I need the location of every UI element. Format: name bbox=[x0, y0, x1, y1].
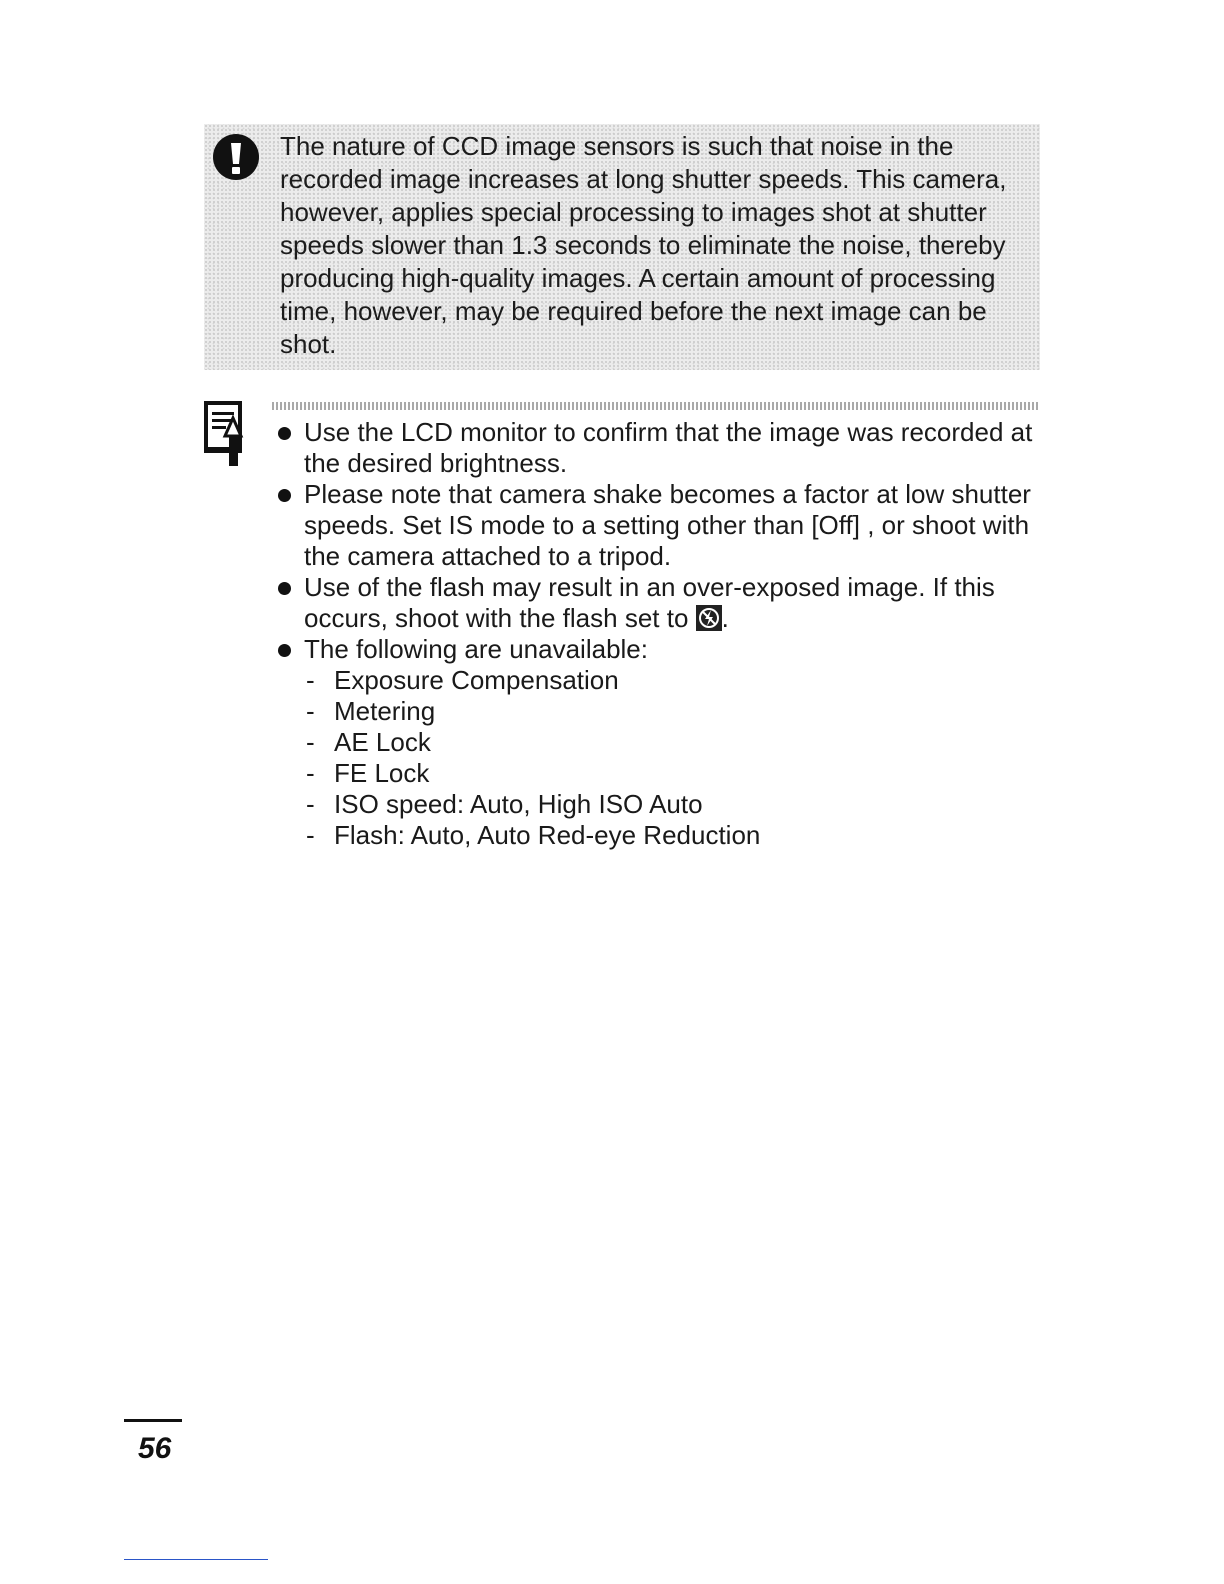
bullet bbox=[278, 644, 291, 657]
list-item bbox=[272, 634, 1042, 851]
unavailable-item bbox=[304, 727, 1042, 758]
flash-off-icon bbox=[696, 605, 722, 631]
dash: - bbox=[306, 665, 315, 695]
page-bottom-line bbox=[124, 1559, 268, 1560]
dash: - bbox=[306, 727, 315, 757]
unavailable-item bbox=[304, 696, 1042, 727]
unavailable-text: ISO speed: Auto, High ISO Auto bbox=[334, 789, 703, 819]
bullet bbox=[278, 582, 291, 595]
list-item bbox=[272, 572, 1042, 634]
unavailable-item bbox=[304, 789, 1042, 820]
note-text-end: . bbox=[721, 603, 729, 633]
note-divider bbox=[272, 402, 1040, 410]
note-text: Use the LCD monitor to confirm that the image was recorded at the desired brightness. bbox=[304, 417, 1033, 478]
unavailable-item bbox=[304, 820, 1042, 851]
note-list bbox=[272, 417, 1042, 851]
note-text: Please note that camera shake becomes a factor at low shutter speeds. Set IS mode to a setting other than [Off] , or shoot with the camera attached to a tripod. bbox=[304, 479, 1031, 571]
dash: - bbox=[306, 696, 315, 726]
caution-icon bbox=[210, 130, 262, 182]
list-item bbox=[272, 479, 1042, 572]
dash: - bbox=[306, 758, 315, 788]
bullet bbox=[278, 489, 291, 502]
dash: - bbox=[306, 820, 315, 850]
page-number-rule bbox=[124, 1419, 182, 1422]
note-icon bbox=[203, 400, 251, 468]
unavailable-item bbox=[304, 758, 1042, 789]
unavailable-text: AE Lock bbox=[334, 727, 431, 757]
caution-text: The nature of CCD image sensors is such that noise in the recorded image increases at long shutter speeds. This camera, however, applies special processing to images shot at shutter speeds slower than 1.3 seconds to eliminate the noise, thereby producing high-quality images. A certain amount of processing time, however, may be required before the next image can be shot. bbox=[280, 131, 1007, 359]
list-item bbox=[272, 417, 1042, 479]
unavailable-text: Flash: Auto, Auto Red-eye Reduction bbox=[334, 820, 761, 850]
unavailable-text: Exposure Compensation bbox=[334, 665, 619, 695]
unavailable-item bbox=[304, 665, 1042, 696]
page-number: 56 bbox=[138, 1432, 172, 1465]
unavailable-list bbox=[304, 665, 1042, 851]
note-text: The following are unavailable: bbox=[304, 634, 648, 664]
dash: - bbox=[306, 789, 315, 819]
unavailable-text: FE Lock bbox=[334, 758, 430, 788]
note-text: Use of the flash may result in an over-exposed image. If this occurs, shoot with the flash set to bbox=[304, 572, 995, 633]
bullet bbox=[278, 427, 291, 440]
unavailable-text: Metering bbox=[334, 696, 436, 726]
